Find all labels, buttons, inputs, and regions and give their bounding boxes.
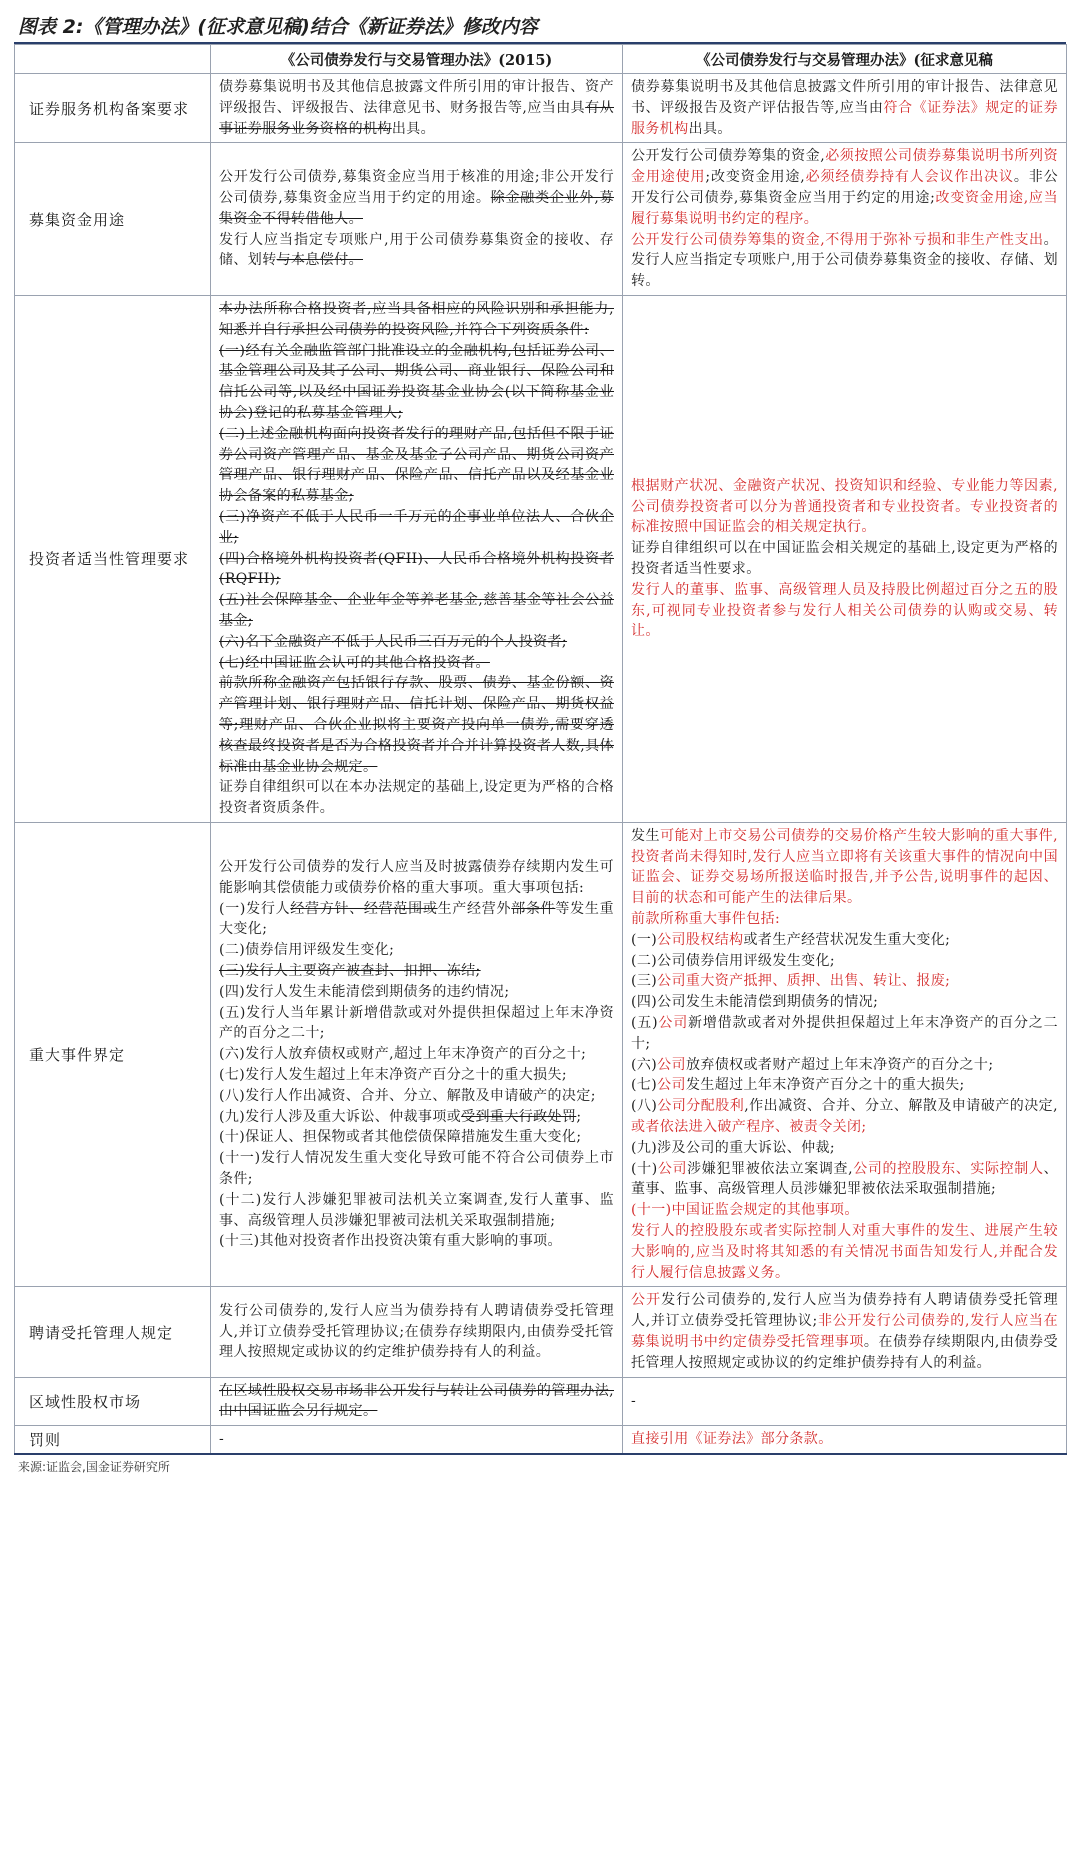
row-category: 投资者适当性管理要求 — [15, 295, 211, 822]
clause-text: 公开发行公司债券的发行人应当及时披露债券存续期内发生可能影响其偿债能力或债券价格的重大事项。重大事项包括: — [219, 859, 614, 896]
clause-paragraph — [219, 1381, 614, 1423]
revised-text: 公司 — [657, 1056, 686, 1073]
clause-text: 出具。 — [391, 120, 436, 137]
clause-text: 公开发行公司债券筹集的资金, — [631, 148, 826, 165]
clause-paragraph — [219, 632, 614, 653]
deleted-text: 有从事证券服务业务资格的机构 — [219, 99, 614, 137]
clause-paragraph — [631, 146, 1058, 229]
clause-text: ; — [576, 1108, 582, 1125]
clause-paragraph — [631, 1159, 1058, 1201]
row-category: 证券服务机构备案要求 — [15, 74, 211, 143]
row-service-agency-filing — [15, 74, 1067, 143]
clause-paragraph — [219, 940, 614, 961]
clause-paragraph — [219, 549, 614, 591]
clause-text: (二)公司债券信用评级发生变化; — [631, 952, 836, 969]
header-old-rules: 《公司债券发行与交易管理办法》(2015) — [211, 45, 623, 74]
clause-text: 证券自律组织可以在本办法规定的基础上,设定更为严格的合格投资者资质条件。 — [219, 779, 614, 817]
clause-text: (九)发行人涉及重大诉讼、仲裁事项或 — [219, 1108, 462, 1125]
revised-text: 前款所称重大事件包括: — [631, 911, 781, 928]
row-penalties — [15, 1426, 1067, 1454]
clause-paragraph — [219, 341, 614, 424]
clause-paragraph — [631, 77, 1058, 139]
clause-paragraph — [219, 673, 614, 777]
row-category: 重大事件界定 — [15, 822, 211, 1287]
deleted-text: (七)经中国证监会认可的其他合格投资者。 — [219, 654, 490, 671]
revised-text: (十一)中国证监会规定的其他事项。 — [631, 1202, 859, 1219]
clause-paragraph — [631, 1391, 1058, 1412]
deleted-text: 前款所称金融资产包括银行存款、股票、债券、基金份额、资产管理计划、银行理财产品、信托计划、保险产品、期货权益等;理财产品、合伙企业拟将主要资产投向单一债券,需要穿透核查最终投资者是否为合格投资者并合并计算投资者人数,具体标准由基金业协会规定。 — [219, 675, 614, 775]
revised-text: 公开发行公司债券筹集的资金,不得用于弥补亏损和非生产性支出 — [631, 231, 1044, 248]
clause-text: (七)发行人发生超过上年末净资产百分之十的重大损失; — [219, 1067, 568, 1084]
clause-text: (一)发行人 — [219, 900, 291, 917]
clause-text: (四)发行人发生未能清偿到期债务的违约情况; — [219, 983, 510, 1000]
header-row — [15, 45, 1067, 74]
row-category: 聘请受托管理人规定 — [15, 1287, 211, 1377]
clause-paragraph — [219, 1127, 614, 1148]
clause-paragraph — [219, 1231, 614, 1252]
clause-text: 发行人应当指定专项账户,用于公司债券募集资金的接收、存储、划转 — [219, 231, 614, 269]
deleted-text: (一)经有关金融监管部门批准设立的金融机构,包括证券公司、基金管理公司及其子公司、期货公司、商业银行、保险公司和信托公司等,以及经中国证券投资基金业协会(以下简称基金业协会)登记的私募基金管理人; — [219, 342, 614, 421]
revised-text: 必须按照公司债券募集说明书所列资金用途使用 — [631, 148, 1058, 186]
draft-rule-cell — [623, 1426, 1067, 1454]
header-blank — [15, 45, 211, 74]
clause-text: 放弃债权或者财产超过上年末净资产的百分之十; — [685, 1056, 994, 1073]
clause-paragraph — [631, 1075, 1058, 1096]
clause-paragraph — [631, 1013, 1058, 1055]
revised-text: 直接引用《证券法》部分条款。 — [631, 1431, 833, 1448]
old-rule-cell — [211, 295, 623, 822]
clause-text: 或者生产经营状况发生重大变化; — [743, 931, 951, 948]
header-draft-rules: 《公司债券发行与交易管理办法》(征求意见稿 — [623, 45, 1067, 74]
clause-text: 债券募集说明书及其他信息披露文件所引用的审计报告、法律意见书、评级报告及资产评估报告等,应当由 — [631, 79, 1058, 116]
clause-text: (十二)发行人涉嫌犯罪被司法机关立案调查,发行人董事、监事、高级管理人员涉嫌犯罪被司法机关采取强制措施; — [219, 1191, 614, 1229]
clause-paragraph — [631, 1429, 1058, 1450]
clause-text: 。非公开发行公司债券,募集资金应当用于约定的用途; — [631, 169, 1058, 206]
row-regional-equity-market — [15, 1377, 1067, 1426]
revised-text: 公司 — [657, 1077, 686, 1094]
clause-text: (一) — [631, 931, 658, 948]
clause-paragraph — [631, 971, 1058, 992]
clause-paragraph — [219, 507, 614, 549]
clause-paragraph — [631, 826, 1058, 909]
clause-paragraph — [219, 899, 614, 941]
deleted-text: (六)名下金融资产不低于人民币三百万元的个人投资者; — [219, 633, 568, 650]
deleted-text: (三)发行人主要资产被查封、扣押、冻结; — [219, 963, 481, 980]
old-rule-cell — [211, 1377, 623, 1426]
clause-text: (二)债券信用评级发生变化; — [219, 942, 395, 959]
old-rule-cell — [211, 1287, 623, 1377]
clause-text: (九)涉及公司的重大诉讼、仲裁; — [631, 1139, 836, 1156]
clause-paragraph — [631, 951, 1058, 972]
clause-paragraph — [631, 1138, 1058, 1159]
draft-rule-cell — [623, 1377, 1067, 1426]
deleted-text: 受到重大行政处罚 — [461, 1108, 577, 1125]
clause-text: 新增借款或者对外提供担保超过上年末净资产的百分之二十; — [631, 1015, 1059, 1052]
revised-text: 非公开发行公司债券的,发行人应当在募集说明书中约定债券受托管理事项 — [631, 1313, 1058, 1351]
clause-paragraph — [219, 653, 614, 674]
clause-text: 涉嫌犯罪被依法立案调查, — [687, 1160, 854, 1177]
row-investor-suitability — [15, 295, 1067, 822]
deleted-text: 除金融类企业外,募集资金不得转借他人。 — [219, 189, 614, 227]
clause-paragraph — [631, 1096, 1058, 1138]
clause-text: 等发生重大变化; — [219, 900, 614, 938]
clause-text: 、董事、监事、高级管理人员涉嫌犯罪被依法采取强制措施; — [631, 1160, 1058, 1198]
clause-text: 生产经营外 — [437, 900, 512, 917]
draft-rule-cell — [623, 822, 1067, 1287]
revised-text: 可能对上市交易公司债券的交易价格产生较大影响的重大事件,投资者尚未得知时,发行人应当立即将有关该重大事件的情况向中国证监会、证券交易场所报送临时报告,并予公告,说明事件的起因、目前的状态和可能产生的法律后果。 — [631, 827, 1058, 907]
revised-text: 公司重大资产抵押、质押、出售、转让、报废; — [657, 973, 951, 990]
revised-text: 发行人的控股股东或者实际控制人对重大事件的发生、进展产生较大影响的,应当及时将其知悉的有关情况书面告知发行人,并配合发行人履行信息披露义务。 — [631, 1223, 1058, 1281]
old-rule-cell — [211, 74, 623, 143]
clause-paragraph — [219, 77, 614, 139]
clause-paragraph — [219, 167, 614, 229]
deleted-text: (三)净资产不低于人民币一千万元的企事业单位法人、合伙企业; — [219, 508, 614, 546]
row-category: 区域性股权市场 — [15, 1377, 211, 1426]
clause-text: (五) — [631, 1015, 658, 1032]
clause-paragraph — [219, 961, 614, 982]
clause-paragraph — [219, 1044, 614, 1065]
clause-paragraph — [631, 1290, 1058, 1373]
clause-paragraph — [631, 1200, 1058, 1221]
clause-paragraph — [219, 982, 614, 1003]
clause-paragraph — [219, 1107, 614, 1128]
revised-text: 改变资金用途,应当履行募集说明书约定的程序。 — [631, 189, 1058, 227]
row-fund-usage — [15, 143, 1067, 296]
revised-text: 发行人的董事、监事、高级管理人员及持股比例超过百分之五的股东,可视同专业投资者参与发行人相关公司债券的认购或交易、转让。 — [631, 581, 1058, 640]
old-rule-cell — [211, 143, 623, 296]
clause-paragraph — [631, 909, 1058, 930]
revised-text: 或者依法进入破产程序、被责令关闭; — [631, 1119, 867, 1136]
clause-text: 。在债券存续期限内,由债券受托管理人按照规定或协议的约定维护债券持有人的利益。 — [631, 1334, 1058, 1371]
figure-title: 图表 2:《管理办法》(征求意见稿)结合《新证券法》修改内容 — [14, 12, 1066, 44]
clause-text: 出具。 — [688, 120, 732, 137]
old-rule-cell — [211, 1426, 623, 1454]
clause-paragraph — [631, 930, 1058, 951]
clause-paragraph — [219, 1003, 614, 1045]
clause-text: (六) — [631, 1056, 658, 1073]
revised-text: 公司 — [657, 1015, 689, 1032]
clause-text: (八) — [631, 1098, 658, 1115]
clause-paragraph — [219, 1086, 614, 1107]
clause-paragraph — [219, 299, 614, 341]
clause-text: 。发行人应当指定专项账户,用于公司债券募集资金的接收、存储、划转。 — [631, 231, 1058, 290]
clause-paragraph — [631, 992, 1058, 1013]
clause-paragraph — [219, 230, 614, 272]
clause-text: 公开发行公司债券,募集资金应当用于核准的用途;非公开发行公司债券,募集资金应当用于约定的用途。 — [219, 169, 614, 206]
clause-paragraph — [219, 1148, 614, 1190]
clause-text: (五)发行人当年累计新增借款或对外提供担保超过上年末净资产的百分之二十; — [219, 1004, 614, 1042]
comparison-table — [14, 44, 1067, 1455]
clause-paragraph — [219, 777, 614, 819]
revised-text: 公开 — [631, 1292, 662, 1309]
clause-paragraph — [219, 1065, 614, 1086]
clause-text: (六)发行人放弃债权或财产,超过上年末净资产的百分之十; — [219, 1046, 587, 1063]
clause-paragraph — [631, 1055, 1058, 1076]
revised-text: 公司的控股股东、实际控制人 — [853, 1160, 1044, 1177]
clause-paragraph — [631, 1221, 1058, 1283]
clause-paragraph — [631, 476, 1058, 538]
clause-text: (三) — [631, 973, 658, 990]
draft-rule-cell — [623, 1287, 1067, 1377]
deleted-text: (五)社会保障基金、企业年金等养老基金,慈善基金等社会公益基金; — [219, 592, 614, 629]
clause-paragraph — [631, 580, 1058, 642]
clause-text: ,作出减资、合并、分立、解散及申请破产的决定, — [744, 1098, 1058, 1115]
deleted-text: (二)上述金融机构面向投资者发行的理财产品,包括但不限于证券公司资产管理产品、基金及基金子公司产品、期货公司资产管理产品、银行理财产品、保险产品、信托产品以及经基金业协会备案的私募基金; — [219, 425, 614, 505]
clause-paragraph — [219, 1190, 614, 1232]
source-note: 来源:证监会,国金证券研究所 — [18, 1460, 170, 1474]
clause-text: (八)发行人作出减资、合并、分立、解散及申请破产的决定; — [219, 1087, 596, 1104]
revised-text: 公司股权结构 — [657, 931, 744, 948]
draft-rule-cell — [623, 74, 1067, 143]
clause-paragraph — [219, 1429, 614, 1450]
clause-text: 发行公司债券的,发行人应当为债券持有人聘请债券受托管理人,并订立债券受托管理协议;在债券存续期限内,由债券受托管理人按照规定或协议的约定维护债券持有人的利益。 — [219, 1302, 614, 1361]
clause-text: (十)保证人、担保物或者其他偿债保障措施发生重大变化; — [219, 1129, 582, 1146]
deleted-text: 与本息偿付。 — [276, 252, 364, 269]
clause-text: (十) — [631, 1160, 658, 1177]
clause-paragraph — [219, 424, 614, 507]
clause-paragraph — [219, 590, 614, 632]
deleted-text: 部条件 — [511, 900, 556, 917]
revised-text: 公司 — [657, 1160, 688, 1177]
clause-paragraph — [219, 857, 614, 899]
revised-text: 符合《证券法》规定的证券服务机构 — [631, 99, 1058, 137]
clause-paragraph — [631, 538, 1058, 580]
clause-text: ;改变资金用途, — [705, 169, 806, 186]
clause-text: (七) — [631, 1077, 658, 1094]
deleted-text: (四)合格境外机构投资者(QFII)、人民币合格境外机构投资者(RQFII); — [219, 550, 614, 588]
row-category: 罚则 — [15, 1426, 211, 1454]
clause-text: 发生超过上年末净资产百分之十的重大损失; — [685, 1077, 965, 1094]
figure — [14, 12, 1066, 1475]
clause-text: 发行公司债券的,发行人应当为债券持有人聘请债券受托管理人,并订立债券受托管理协议; — [631, 1292, 1058, 1330]
clause-text: 发生 — [631, 827, 661, 844]
clause-text: (四)公司发生未能清偿到期债务的情况; — [631, 994, 879, 1011]
clause-text: (十三)其他对投资者作出投资决策有重大影响的事项。 — [219, 1233, 562, 1250]
clause-text: 证券自律组织可以在中国证监会相关规定的基础上,设定更为严格的投资者适当性要求。 — [631, 540, 1058, 577]
revised-text: 必须经债券持有人会议作出决议 — [805, 169, 1014, 186]
old-rule-cell — [211, 822, 623, 1287]
clause-paragraph — [631, 230, 1058, 292]
revised-text: 公司分配股利 — [657, 1098, 745, 1115]
deleted-text: 经营方针、经营范围或 — [290, 900, 438, 917]
clause-text: - — [631, 1393, 637, 1409]
clause-text: - — [219, 1431, 225, 1448]
draft-rule-cell — [623, 295, 1067, 822]
revised-text: 根据财产状况、金融资产状况、投资知识和经验、专业能力等因素,公司债券投资者可以分为普通投资者和专业投资者。专业投资者的标准按照中国证监会的相关规定执行。 — [631, 477, 1058, 536]
draft-rule-cell — [623, 143, 1067, 296]
clause-paragraph — [219, 1301, 614, 1363]
deleted-text: 在区域性股权交易市场非公开发行与转让公司债券的管理办法,由中国证监会另行规定。 — [219, 1382, 614, 1420]
clause-text: 债券募集说明书及其他信息披露文件所引用的审计报告、资产评级报告、评级报告、法律意见书、财务报告等,应当由具 — [219, 79, 614, 116]
row-category: 募集资金用途 — [15, 143, 211, 296]
deleted-text: 本办法所称合格投资者,应当具备相应的风险识别和承担能力,知悉并自行承担公司债券的投资风险,并符合下列资质条件: — [219, 300, 614, 338]
row-trustee-appointment — [15, 1287, 1067, 1377]
clause-text: (十一)发行人情况发生重大变化导致可能不符合公司债券上市条件; — [219, 1150, 614, 1188]
row-major-events — [15, 822, 1067, 1287]
